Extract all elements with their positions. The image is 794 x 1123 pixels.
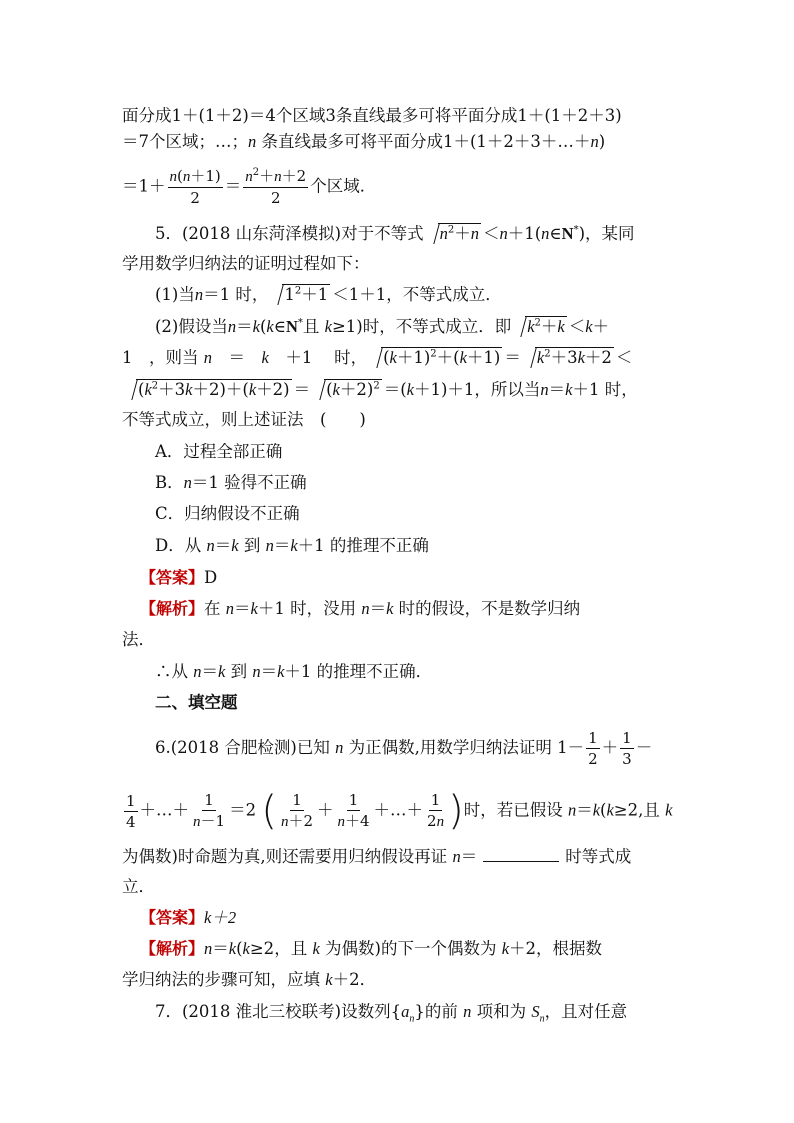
text-line: $\frac{1}{4}$ ＋…＋ $\frac{1}{n-1}$ ＝2 ( $\frac{1}{n+2}$ ＋ $\frac{1}{n+4}$ ＋…＋ $\frac{1}{2n}$ )时，若已假设 n＝k(k≥2,且 k — [126, 788, 673, 834]
question-5: 5．(2018 山东菏泽模拟)对于不等式 $n^2+n$ ＜n＋1(n∈N*)，某同 — [155, 222, 635, 246]
sqrt-expression: $(k+2)^2$ — [310, 378, 382, 402]
fraction: $\frac{1}{2n}$ — [427, 791, 445, 830]
fraction: $\frac{n^2+n+2}{2}$ — [245, 167, 307, 207]
fraction: $\frac{1}{2}$ — [588, 729, 598, 768]
text-line: ＝1＋ $\frac{n(n+1)}{2}$ ＝ $\frac{n^2+n+2}{2}$ 个区域． — [122, 167, 377, 207]
answer-6: 【答案】k＋2 — [140, 908, 237, 927]
text-line: 面分成1＋(1＋2)＝4个区域3条直线最多可将平面分成1＋(1＋2＋3) — [122, 106, 622, 125]
option-c: C．归纳假设不正确 — [155, 504, 300, 523]
text-line: ∴从 n＝k 到 n＝k＋1 的推理不正确． — [155, 662, 433, 681]
section-heading: 二、填空题 — [155, 693, 238, 712]
answer-blank[interactable] — [483, 845, 559, 862]
sqrt-expression: $1^2+1$ — [268, 283, 330, 307]
analysis-6: 【解析】n＝k(k≥2，且 k 为偶数)的下一个偶数为 k＋2，根据数 — [140, 939, 603, 958]
fraction: $\frac{n(n+1)}{2}$ — [169, 167, 221, 207]
fraction: $\frac{1}{n-1}$ — [193, 791, 226, 830]
text-line: 法． — [122, 630, 155, 649]
option-b: B．n＝1 验得不正确 — [155, 473, 307, 492]
fraction: $\frac{1}{n+2}$ — [280, 791, 313, 830]
question-6: 6.(2018 合肥检测)已知 n 为正偶数,用数学归纳法证明 1－ $\frac{1}{2}$ ＋ $\frac{1}{3}$ － — [155, 729, 653, 768]
text-line: $(k^2+3k+2)+(k+2) = (k+2)^2 =(k+1)+1$，所以当n＝k＋1 时， — [122, 378, 638, 402]
sqrt-expression: $(k+1)^2+(k+1)$ — [367, 346, 502, 370]
fraction: $\frac{1}{4}$ — [126, 791, 136, 831]
text-line: 学归纳法的步骤可知，应填 k＋2． — [122, 970, 377, 989]
sqrt-expression: $(k^2+3k+2)+(k+2)$ — [122, 378, 292, 402]
text-line: 1 ，则当 n ＝ k ＋1 时， $(k+1)^2+(k+1) = k^2+3k+2$ ＜ — [122, 346, 632, 370]
text-line: 不等式成立，则上述证法 ( ) — [122, 410, 366, 429]
text-line: ＝7个区域；…；n 条直线最多可将平面分成1＋(1＋2＋3＋…＋n) — [122, 132, 606, 151]
fraction: $\frac{1}{n+4}$ — [337, 791, 370, 830]
text-line: 立． — [122, 877, 155, 896]
question-7: 7．(2018 淮北三校联考)设数列$\{a_n\}$的前 n 项和为 $S_n$，且对任意 — [155, 1002, 628, 1025]
option-d: D．从 n＝k 到 n＝k＋1 的推理不正确 — [155, 536, 429, 555]
sqrt-expression: $k^2+3k+2$ — [521, 346, 614, 370]
sqrt-expression: $n^2+n$ — [424, 222, 481, 246]
step-1: (1)当n＝1 时， $1^2+1 <1+1$，不等式成立． — [155, 283, 502, 307]
option-a: A．过程全部正确 — [155, 442, 283, 461]
answer-5: 【答案】D — [140, 568, 218, 587]
text-line: 为偶数)时命题为真,则还需要用归纳假设再证 n＝ 时等式成 — [122, 847, 632, 866]
analysis-5: 【解析】在 n＝k＋1 时，没用 n＝k 时的假设，不是数学归纳 — [140, 599, 581, 618]
text-line: 学用数学归纳法的证明过程如下： — [122, 254, 370, 273]
sqrt-expression: $k^2+k$ — [511, 315, 567, 339]
fraction: $\frac{1}{3}$ — [622, 729, 632, 768]
step-2: (2)假设当n＝k(k∈N*且 k≥1)时，不等式成立．即 $k^2+k <k+$ — [155, 315, 609, 339]
